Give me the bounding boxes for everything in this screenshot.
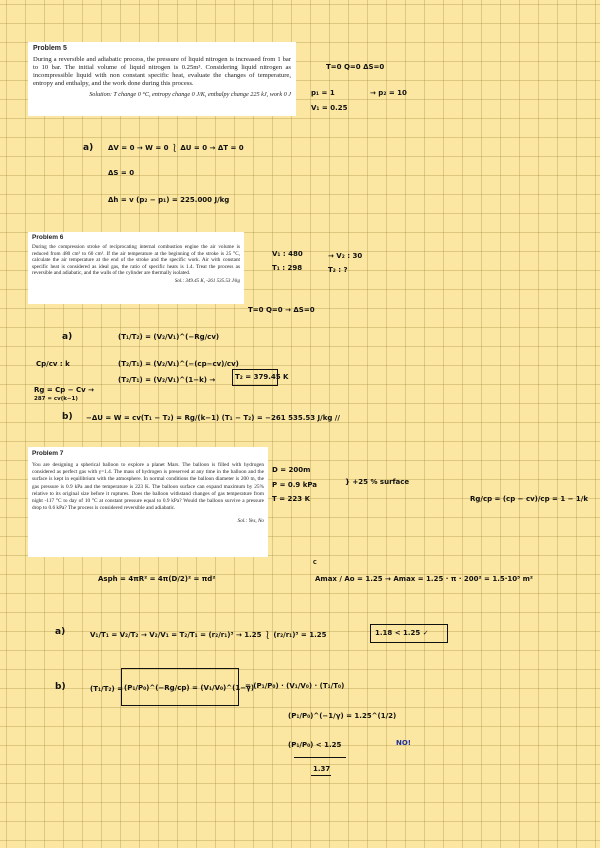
p6-eq1: (T₁/T₂) = (V₂/V₁)^(−Rg/cv) [118, 333, 220, 341]
p7-cap-note: C [313, 560, 317, 566]
p7-no-mark: NO! [396, 739, 412, 747]
p7-result-rule [294, 757, 346, 758]
problem-5-text: During a reversible and adiabatic process, the pressure of liquid nitrogen is increased from 1 bar to 10 bar. The initial volume of liquid nitrogen is 0.25m³. Considering liquid nitrogen as incompressible liquid with non constant specific heat, evaluate the changes of temperature, entropy and enthalpy, and the work done during this process. [33, 56, 291, 87]
problem-5-solution: Solution: T change 0 °C, entropy change 0 J/K, enthalpy change 225 kJ, work 0 J [89, 91, 291, 98]
problem-7-solution: Sol.: Yes, No [237, 518, 264, 525]
p6-eq3: (T₂/T₁) = (V₂/V₁)^(1−k) → [118, 376, 216, 384]
p5-given-conditions: T=0 Q=0 ΔS=0 [326, 63, 385, 71]
p7-eq-b2: = (P₁/P₀) · (V₁/V₀) · (T₁/T₀) [245, 682, 345, 690]
p6-given-t2: T₂ : ? [328, 266, 348, 274]
p6-eq2: (T₂/T₁) = (V₂/V₁)^(−(cp−cv)/cv) [118, 360, 239, 368]
p5-work-line2: ΔS = 0 [108, 169, 135, 177]
problem-6-solution: Sol.: 349.45 K, -261 535.53 J/kg [174, 278, 240, 284]
problem-7-card [28, 447, 268, 557]
p6-given-v1: V₁ : 480 [272, 250, 303, 258]
p7-eq-b3: (P₁/P₀)^(−1/γ) = 1.25^(1/2) [288, 712, 397, 720]
problem-6-card [28, 232, 244, 304]
p5-work-line1: ΔV = 0 → W = 0 ⎱ ΔU = 0 → ΔT = 0 [108, 144, 244, 152]
p7-result-underline [311, 775, 331, 776]
p5-given-v1: V₁ = 0.25 [311, 104, 348, 112]
p6-answer-temperature: T₂ = 379.45 K [235, 373, 289, 381]
p6-label-a: a) [62, 332, 73, 342]
p5-label-a: a) [83, 143, 94, 153]
p7-ratio-note: Rg/cp = (cp − cv)/cp = 1 − 1/k [470, 495, 589, 503]
p6-eq4: −ΔU = W = cv(T₁ − T₂) = Rg/(k−1) (T₁ − T₂) = −261 535.53 J/kg // [86, 414, 340, 422]
p6-side-ratio: Cp/cv : k [36, 360, 70, 368]
p7-result-value: 1.37 [313, 765, 331, 773]
p5-given-p1: p₁ = 1 [311, 89, 335, 97]
p7-given-diameter: D = 200m [272, 466, 311, 474]
problem-5-card [28, 42, 296, 116]
p6-label-b: b) [62, 412, 73, 422]
problem-6-text: During the compression stroke of reciprocating internal combustion engine the air volume is reduced from 480 cm³ to 60 cm³. If the air temperature at the beginning of the stroke is 25 °C, calculate the air temperature at the end of the stroke and the specific work. Air with constant specific heat is considered as ideal gas, the ratio of specific heats is 1.4. Treat the process as reversible and adiabatic, and the walls of the cylinder are thermally isolated. [32, 244, 240, 276]
p6-given-t1: T₁ : 298 [272, 264, 303, 272]
p7-given-pressure: P = 0.9 kPa [272, 481, 318, 489]
p7-label-b: b) [55, 682, 66, 692]
p7-label-a: a) [55, 627, 66, 637]
p7-sphere-area: Asph = 4πR² = 4π(D/2)² = πd² [98, 575, 216, 583]
p5-given-p2: → p₂ = 10 [370, 89, 407, 97]
p5-work-line3: Δh = v (p₂ − p₁) = 225.000 J/kg [108, 196, 230, 204]
p7-given-surface-note: } +25 % surface [345, 478, 410, 486]
p7-given-temperature: T = 223 K [272, 495, 310, 503]
p7-eq-a: V₁/T₁ = V₂/T₂ → V₂/V₁ = T₂/T₁ = (r₂/r₁)³ → 1.25 ⎱ (r₂/r₁)³ = 1.25 [90, 631, 327, 639]
p6-side-cv: 287 = cv(k−1) [34, 396, 78, 402]
p6-given-conditions: T=0 Q=0 → ΔS=0 [248, 306, 315, 314]
problem-6-title: Problem 6 [32, 234, 64, 241]
p6-side-rg: Rg = Cp − Cv → [34, 386, 95, 394]
problem-7-title: Problem 7 [32, 450, 64, 457]
p7-boxed-b: (P₁/P₀)^(−Rg/cp) = (V₁/V₀)^(1−γ) [124, 684, 255, 692]
p6-given-v2: → V₂ : 30 [328, 252, 363, 260]
problem-5-title: Problem 5 [33, 45, 67, 52]
p7-eq-b4: (P₁/P₀) < 1.25 [288, 741, 342, 749]
p7-eq-b1: (T₁/T₂) = [90, 685, 123, 693]
problem-7-text: You are designing a spherical balloon to explore a planet Mars. The balloon is filled with hydrogen considered as perfect gas with γ=1.4. The mass of hydrogen is preserved at any time in the balloon and the surface is kept in equilibrium with the atmosphere. In normal conditions the balloon diameter is 200 m, the gas pressure is 0.9 kPa and the temperature is 223 K. The balloon surface can expand maximum by 25% relative to its original size before it ruptures. Does the balloon withstand changes of gas temperature from night -117 °C to day of 10 °C at constant pressure equal to 0.9 kPa? Would the balloon survive a pressure drop to 0.6 kPa? The process is considered reversible and adiabatic. [32, 462, 264, 512]
p7-answer-a: 1.18 < 1.25 ✓ [375, 629, 429, 637]
p7-max-area: Amax / Ao = 1.25 → Amax = 1.25 · π · 200² = 1.5·10⁵ m² [315, 575, 534, 583]
